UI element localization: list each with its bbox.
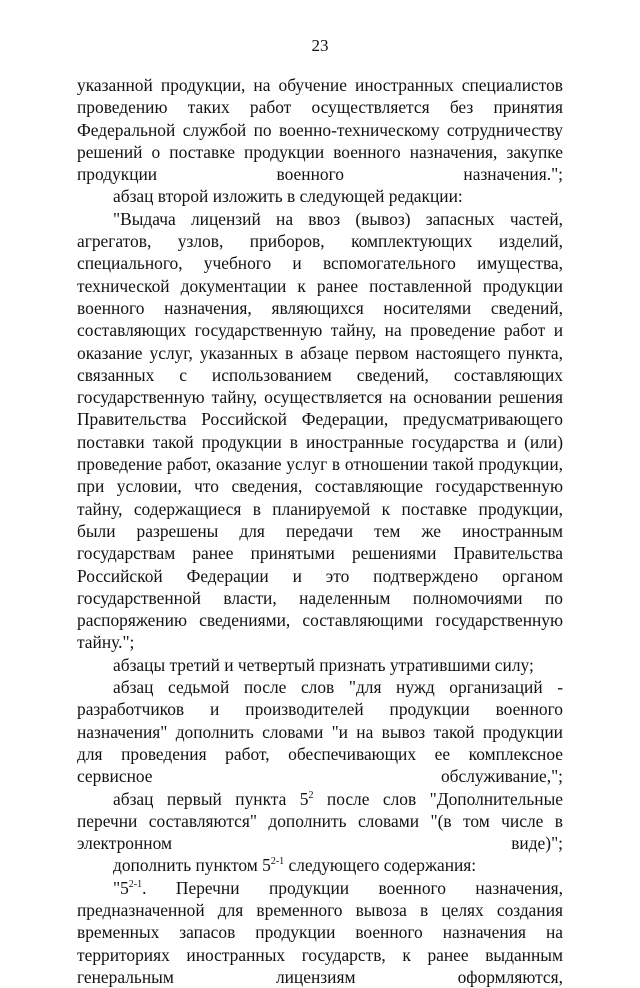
text-segment: . Перечни продукции военного назначения, предназначенной для временного вывоза в целях создания временных запасов продукции военного назначения на территориях иностранных государств, к ранее выданным генеральным лицензиям оформляются, [77, 877, 563, 987]
document-body [77, 74, 563, 988]
paragraph-license-text: "Выдача лицензий на ввоз (вывоз) запасных частей, агрегатов, узлов, приборов, комплектующих изделий, специального, учебного и вспомогательного имущества, технической документации к ранее поставленной продукции военного назначения, являющихся носителями сведений, составляющих государственную тайну, на проведение работ и оказание услуг, указанных в абзаце первом настоящего пункта, связанных с использованием сведений, составляющих государственную тайну, осуществляется на основании решения Правительства Российской Федерации, предусматривающего поставки такой продукции в иностранные государства и (или) проведение работ, оказание услуг в отношении такой продукции, при условии, что сведения, составляющие государственную тайну, содержащиеся в планируемой к поставке продукции, были разрешены для передачи тем же иностранным государствам ранее принятыми решениями Правительства Российской Федерации и это подтверждено органом государственной власти, наделенным полномочиями по распоряжению сведениями, составляющими государственную тайну."; [77, 208, 563, 653]
text-segment: "5 [113, 877, 129, 898]
paragraph-point-5-2-1-text [77, 877, 563, 988]
text-segment: следующего содержания: [284, 855, 477, 876]
paragraph-continuation: указанной продукции, на обучение иностранных специалистов проведению таких работ осуществляется без принятия Федеральной службой по военно-техническому сотрудничеству решений о поставке продукции военного назначения, закупке продукции военного назначения."; [77, 75, 563, 185]
paragraph-seventh-amendment: абзац седьмой после слов "для нужд организаций - разработчиков и производителей продукции военного назначения" дополнить словами "и на вывоз такой продукции для проведения работ, обеспечивающих ее комплексное сервисное обслуживание,"; [77, 677, 563, 787]
text-segment: после слов "Дополнительные перечни составляются" дополнить словами "(в том числе в электронном виде)"; [77, 788, 563, 854]
text-segment: дополнить пунктом 5 [113, 855, 271, 876]
superscript: 2-1 [128, 878, 143, 890]
superscript: 2 [308, 789, 314, 801]
superscript: 2-1 [270, 856, 285, 868]
paragraph-point-5-2-amendment [77, 788, 563, 855]
page-number: 23 [311, 36, 329, 55]
paragraph-add-point-intro [77, 854, 563, 876]
paragraph-amendment-intro: абзац второй изложить в следующей редакции: [113, 186, 463, 207]
text-segment: абзац первый пункта 5 [113, 788, 309, 809]
paragraph-repeal: абзацы третий и четвертый признать утратившими силу; [113, 654, 534, 675]
